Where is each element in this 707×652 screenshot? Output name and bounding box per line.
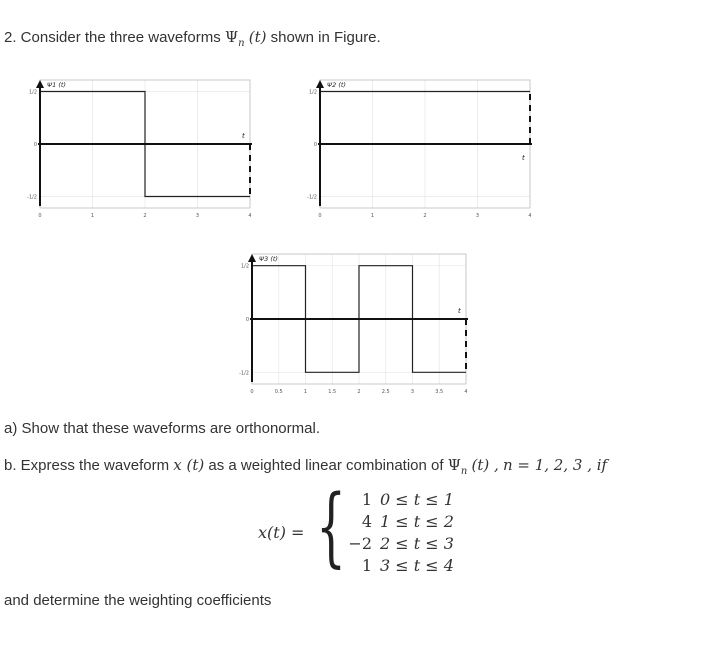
waveform-plot-psi1 [28,72,268,222]
part-a-text: a) Show that these waveforms are orthonormal. [4,420,320,437]
x-axis-label: t [242,132,245,140]
x-tick-label: 4 [528,213,532,219]
x-tick-label: 2 [357,389,361,395]
x-tick-label: 0 [318,213,322,219]
y-tick-label: -1/2 [307,194,317,201]
n-range: n = 1, 2, 3 , if [502,456,608,474]
part-b-middle: as a weighted linear combination of [208,457,444,474]
x-tick-label: 2.5 [381,389,390,395]
y-tick-label: 1/2 [28,89,37,96]
y-tick-label: -1/2 [239,370,249,377]
x-tick-label: 2 [423,213,427,219]
x-axis-label: t [522,154,525,162]
piecewise-row: −2 2 ≤ t ≤ 3 [348,534,454,553]
x-tick-label: 1.5 [328,389,337,395]
y-tick-label: -1/2 [27,194,37,201]
x-tick-label: 1 [303,389,308,395]
x-tick-label: 2 [143,213,147,219]
waveform-plot-psi3 [236,248,476,400]
piecewise-definition [256,477,556,580]
x-tick-label: 4 [464,389,468,395]
y-tick-label: 0 [313,142,317,148]
y-tick-label: 1/2 [308,89,317,96]
x-tick-label: 3 [475,213,480,219]
question-prefix: 2. Consider the three waveforms [4,29,221,46]
x-tick-label: 1 [90,213,95,219]
x-tick-label: 1 [370,213,375,219]
closing-text: and determine the weighting coefficients [4,592,272,609]
y-axis-label: Ψ2 (t) [327,81,346,89]
question-text [4,28,381,49]
y-tick-label: 1/2 [240,263,249,270]
y-axis-label: Ψ1 (t) [47,81,66,89]
psi-n-symbol: $\Psi_n$ [447,456,468,477]
question-suffix: shown in Figure. [270,29,381,46]
part-b-text [4,456,607,477]
part-b-prefix: b. Express the waveform [4,457,170,474]
x-tick-label: 3.5 [435,389,444,395]
piecewise-row: 1 3 ≤ t ≤ 4 [361,556,454,575]
piecewise-row: 1 0 ≤ t ≤ 1 [361,490,454,509]
psi-argument: (t) [248,28,267,46]
axis-arrow-icon [316,80,324,88]
waveform-plot-psi2 [308,72,548,222]
y-tick-label: 0 [33,142,37,148]
left-brace: { [316,477,347,577]
axis-arrow-icon [36,80,44,88]
y-tick-label: 0 [245,317,249,323]
x-tick-label: 3 [410,389,415,395]
piecewise-lhs: x(t) = [258,523,305,542]
x-tick-label: 3 [195,213,200,219]
x-of-t: x (t) [173,456,205,474]
psi-symbol: $\Psi_n$ [224,28,245,49]
axis-arrow-icon [248,254,256,262]
x-tick-label: 0.5 [274,389,283,395]
x-tick-label: 0 [38,213,42,219]
y-axis-label: Ψ3 (t) [259,255,278,263]
x-tick-label: 4 [248,213,252,219]
x-tick-label: 0 [250,389,254,395]
x-axis-label: t [458,307,461,315]
psi-n-argument: (t) , [471,456,499,474]
piecewise-row: 4 1 ≤ t ≤ 2 [361,512,454,531]
